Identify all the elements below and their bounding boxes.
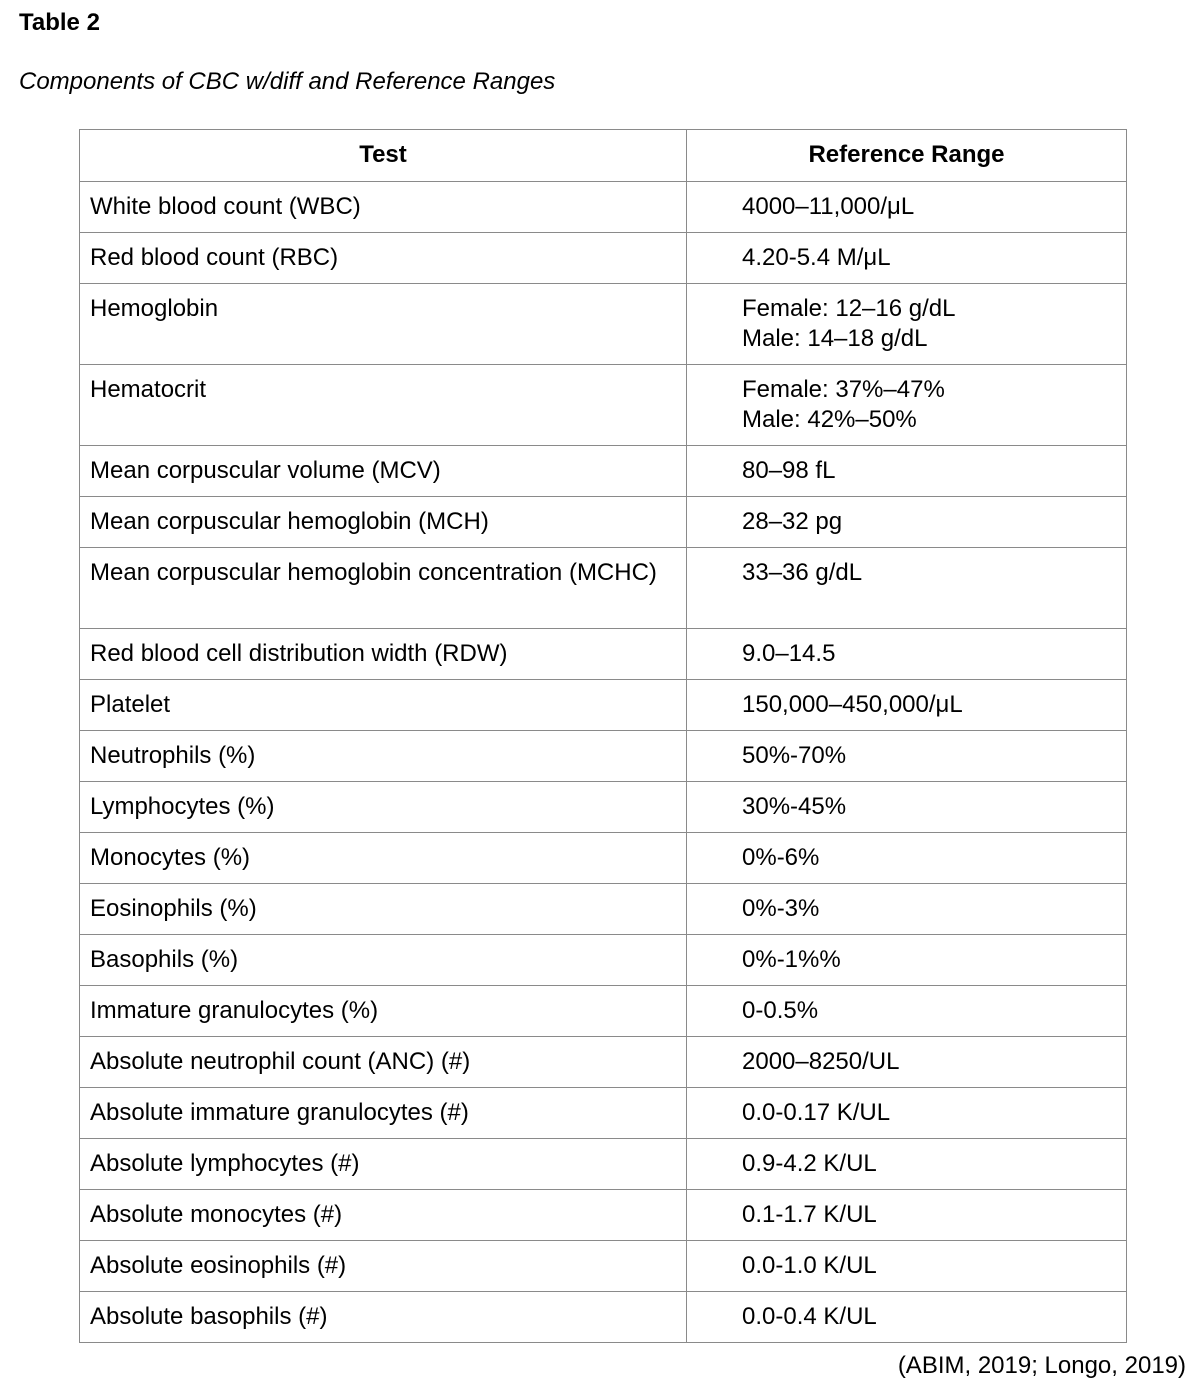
test-name: Absolute lymphocytes (#) [80,1139,687,1190]
reference-range [687,365,1127,446]
range-line-female: Female: 12–16 g/dL [742,295,956,322]
test-name: Hematocrit [80,365,687,446]
test-name: Immature granulocytes (%) [80,986,687,1037]
test-name: Absolute eosinophils (#) [80,1241,687,1292]
range-line-male: Male: 14–18 g/dL [742,325,928,352]
table-row [80,1190,1127,1241]
range-line: 0.0-0.4 K/UL [742,1303,877,1330]
header-test: Test [80,130,687,182]
reference-range [687,497,1127,548]
range-line: 9.0–14.5 [742,640,836,667]
reference-range [687,833,1127,884]
table-row [80,1292,1127,1343]
reference-range [687,680,1127,731]
reference-range [687,884,1127,935]
range-line: 4000–11,000/μL [742,193,915,220]
table-row [80,365,1127,446]
reference-range [687,233,1127,284]
table-row [80,884,1127,935]
range-line: 0%-1%% [742,946,841,973]
reference-range [687,629,1127,680]
table-row [80,629,1127,680]
range-line: 30%-45% [742,793,847,820]
test-name: Absolute neutrophil count (ANC) (#) [80,1037,687,1088]
range-line: 150,000–450,000/μL [742,691,963,718]
table-row [80,833,1127,884]
table-row [80,731,1127,782]
test-name: Absolute immature granulocytes (#) [80,1088,687,1139]
range-line: 50%-70% [742,742,847,769]
reference-range [687,1190,1127,1241]
test-name: Platelet [80,680,687,731]
table-caption: Components of CBC w/diff and Reference Ranges [19,68,556,95]
test-name: White blood count (WBC) [80,182,687,233]
test-name: Mean corpuscular volume (MCV) [80,446,687,497]
reference-range [687,1292,1127,1343]
range-line: 0.9-4.2 K/UL [742,1150,877,1177]
reference-range [687,935,1127,986]
range-line: 2000–8250/UL [742,1048,900,1075]
reference-range [687,284,1127,365]
table-row [80,1241,1127,1292]
range-line: 0.0-0.17 K/UL [742,1099,891,1126]
range-line: 4.20-5.4 M/μL [742,244,891,271]
range-line: 33–36 g/dL [742,559,863,586]
test-name: Absolute monocytes (#) [80,1190,687,1241]
table-row [80,1088,1127,1139]
test-name: Neutrophils (%) [80,731,687,782]
table-row [80,548,1127,629]
range-line: 0%-3% [742,895,820,922]
test-name: Red blood cell distribution width (RDW) [80,629,687,680]
table-row [80,284,1127,365]
range-line: 0%-6% [742,844,820,871]
range-line: 80–98 fL [742,457,836,484]
reference-range [687,731,1127,782]
table-row [80,182,1127,233]
range-line: 0-0.5% [742,997,819,1024]
table-row [80,1037,1127,1088]
reference-range [687,1139,1127,1190]
reference-range-table [79,129,1127,1343]
test-name: Eosinophils (%) [80,884,687,935]
table-header-row [80,130,1127,182]
table-label: Table 2 [19,9,100,36]
test-name: Mean corpuscular hemoglobin concentration (MCHC) [80,548,687,629]
reference-range [687,446,1127,497]
test-name: Monocytes (%) [80,833,687,884]
test-name: Red blood count (RBC) [80,233,687,284]
table-row [80,233,1127,284]
range-line: 0.0-1.0 K/UL [742,1252,877,1279]
reference-range [687,182,1127,233]
test-name: Hemoglobin [80,284,687,365]
table-row [80,935,1127,986]
test-name: Absolute basophils (#) [80,1292,687,1343]
table-row [80,782,1127,833]
table-row [80,680,1127,731]
test-name: Lymphocytes (%) [80,782,687,833]
test-name: Mean corpuscular hemoglobin (MCH) [80,497,687,548]
table-body [80,182,1127,1343]
range-line: 28–32 pg [742,508,843,535]
reference-range [687,1241,1127,1292]
table-row [80,446,1127,497]
table-row [80,986,1127,1037]
range-line-male: Male: 42%–50% [742,406,917,433]
source-citation: (ABIM, 2019; Longo, 2019) [897,1352,1186,1379]
reference-range [687,548,1127,629]
reference-range [687,1037,1127,1088]
reference-range [687,1088,1127,1139]
test-name: Basophils (%) [80,935,687,986]
range-line-female: Female: 37%–47% [742,376,945,403]
reference-range [687,782,1127,833]
header-reference-range: Reference Range [687,130,1127,182]
reference-range [687,986,1127,1037]
table-row [80,497,1127,548]
table-row [80,1139,1127,1190]
range-line: 0.1-1.7 K/UL [742,1201,877,1228]
